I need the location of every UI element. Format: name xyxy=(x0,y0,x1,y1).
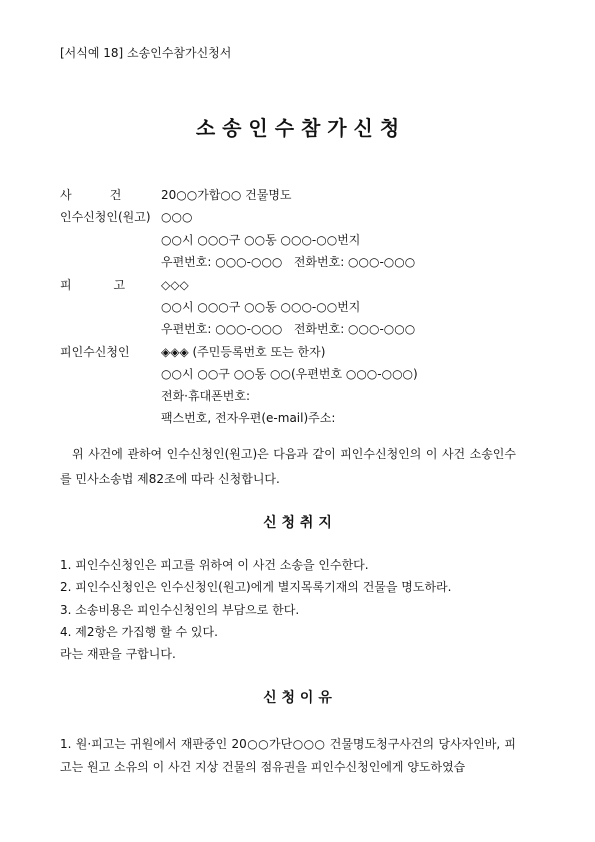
purpose-item: 4. 제2항은 가집행 할 수 있다. xyxy=(60,625,218,639)
defendant-name: ◇◇◇ xyxy=(161,278,189,292)
defendant-address-row xyxy=(60,298,516,316)
defendant-row xyxy=(60,276,516,294)
applicant-label: 인수신청인(원고) xyxy=(60,210,151,224)
purpose-item: 2. 피인수신청인은 인수신청인(원고)에게 별지목록기재의 건물을 명도하라. xyxy=(60,580,452,594)
case-value: 20○○가합○○ 건물명도 xyxy=(161,188,292,202)
applicant-address: ○○시 ○○○구 ○○동 ○○○-○○번지 xyxy=(161,233,361,247)
respondent-fax-row xyxy=(60,409,516,427)
respondent-name: ◈◈◈ (주민등록번호 또는 한자) xyxy=(161,345,326,359)
applicant-name: ○○○ xyxy=(161,210,193,224)
applicant-address-row xyxy=(60,231,516,249)
reason-heading: 신 청 이 유 xyxy=(263,690,332,706)
purpose-closing: 라는 재판을 구합니다. xyxy=(60,647,176,661)
purpose-item: 3. 소송비용은 피인수신청인의 부담으로 한다. xyxy=(60,603,300,617)
form-number: [서식예 18] 소송인수참가신청서 xyxy=(60,46,232,60)
respondent-address: ○○시 ○○구 ○○동 ○○(우편번호 ○○○-○○○) xyxy=(161,367,418,381)
respondent-phone: 전화·휴대폰번호: xyxy=(161,389,251,403)
purpose-item: 1. 피인수신청인은 피고를 위하여 이 사건 소송을 인수한다. xyxy=(60,558,369,572)
purpose-heading: 신 청 취 지 xyxy=(263,515,332,531)
reason-paragraph: 1. 원·피고는 귀원에서 재판중인 20○○가단○○○ 건물명도청구사건의 당사자인바, 피고는 원고 소유의 이 사건 지상 건물의 점유권을 피인수신청인에게 양도하였습 xyxy=(60,737,516,774)
document-title: 소 송 인 수 참 가 신 청 xyxy=(195,116,400,140)
respondent-row xyxy=(60,343,516,361)
defendant-contact-row xyxy=(60,320,516,338)
case-row xyxy=(60,186,516,204)
respondent-label: 피인수신청인 xyxy=(60,345,130,359)
applicant-contact: 우편번호: ○○○-○○○ 전화번호: ○○○-○○○ xyxy=(161,255,416,269)
respondent-phone-row xyxy=(60,387,516,405)
defendant-label: 피 고 xyxy=(60,278,126,292)
applicant-row xyxy=(60,208,516,226)
respondent-address-row xyxy=(60,365,516,383)
respondent-fax: 팩스번호, 전자우편(e-mail)주소: xyxy=(161,411,336,425)
applicant-contact-row xyxy=(60,253,516,271)
defendant-address: ○○시 ○○○구 ○○동 ○○○-○○번지 xyxy=(161,300,361,314)
intro-paragraph: 위 사건에 관하여 인수신청인(원고)은 다음과 같이 피인수신청인의 이 사건 소송인수를 민사소송법 제82조에 따라 신청합니다. xyxy=(60,447,516,486)
defendant-contact: 우편번호: ○○○-○○○ 전화번호: ○○○-○○○ xyxy=(161,322,416,336)
case-label: 사 건 xyxy=(60,188,122,202)
